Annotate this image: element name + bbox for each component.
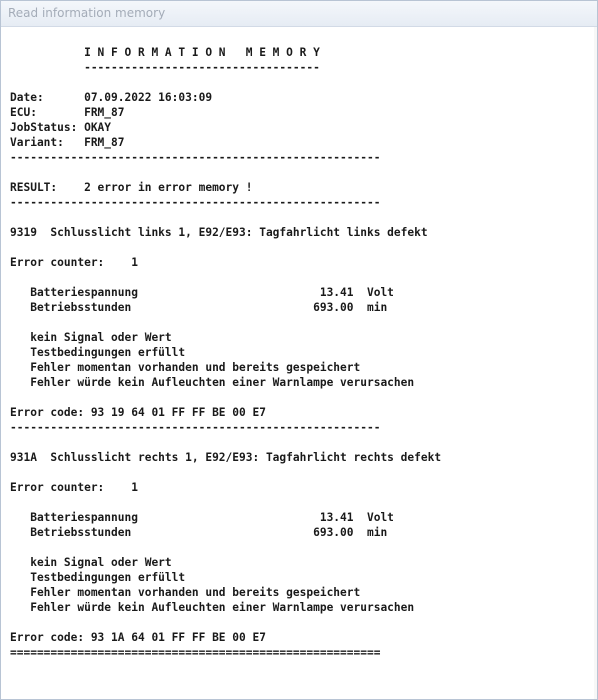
report-line: Batteriespannung 13.41 Volt [10,511,394,524]
report-line: Testbedingungen erfüllt [10,571,186,584]
report-line [10,495,441,510]
report-line [10,210,441,225]
report-line: Variant: FRM_87 [10,136,125,149]
report-line: Betriebsstunden 693.00 min [10,526,388,539]
report-line: Error code: 93 19 64 01 FF FF BE 00 E7 [10,406,266,419]
report-line: 931A Schlusslicht rechts 1, E92/E93: Tagfahrlicht rechts defekt [10,451,442,464]
report-line [10,240,441,255]
report-line: ======================================================= [10,646,381,659]
report-line: I N F O R M A T I O N M E M O R Y [10,46,320,59]
report-line [10,75,441,90]
window-titlebar[interactable] [1,1,597,27]
report-line: kein Signal oder Wert [10,556,172,569]
report-line [10,465,441,480]
report-line: Date: 07.09.2022 16:03:09 [10,91,213,104]
report-line [10,315,441,330]
report-line [10,390,441,405]
report-line: RESULT: 2 error in error memory ! [10,181,253,194]
report-text [10,30,441,660]
report-line [10,270,441,285]
report-line: Betriebsstunden 693.00 min [10,301,388,314]
report-line: Fehler momentan vorhanden und bereits gespeichert [10,361,361,374]
report-line: Error code: 93 1A 64 01 FF FF BE 00 E7 [10,631,266,644]
report-line: Fehler würde kein Aufleuchten einer Warnlampe verursachen [10,601,415,614]
window-title: Read information memory [8,6,166,20]
report-line: Error counter: 1 [10,481,138,494]
report-line [10,165,441,180]
report-panel[interactable] [1,27,597,699]
report-line [10,615,441,630]
report-line: Testbedingungen erfüllt [10,346,186,359]
report-line: ------------------------------------------------------- [10,421,381,434]
scrollbar[interactable] [594,27,597,699]
report-line: kein Signal oder Wert [10,331,172,344]
report-line [10,540,441,555]
report-line: JobStatus: OKAY [10,121,112,134]
report-line: ----------------------------------- [10,61,320,74]
report-line: Error counter: 1 [10,256,138,269]
report-line: ------------------------------------------------------- [10,196,381,209]
report-line: Fehler würde kein Aufleuchten einer Warnlampe verursachen [10,376,415,389]
report-line: Fehler momentan vorhanden und bereits gespeichert [10,586,361,599]
report-line [10,30,441,45]
report-line: ------------------------------------------------------- [10,151,381,164]
report-line: 9319 Schlusslicht links 1, E92/E93: Tagfahrlicht links defekt [10,226,428,239]
report-line [10,435,441,450]
report-line: Batteriespannung 13.41 Volt [10,286,394,299]
report-line: ECU: FRM_87 [10,106,125,119]
